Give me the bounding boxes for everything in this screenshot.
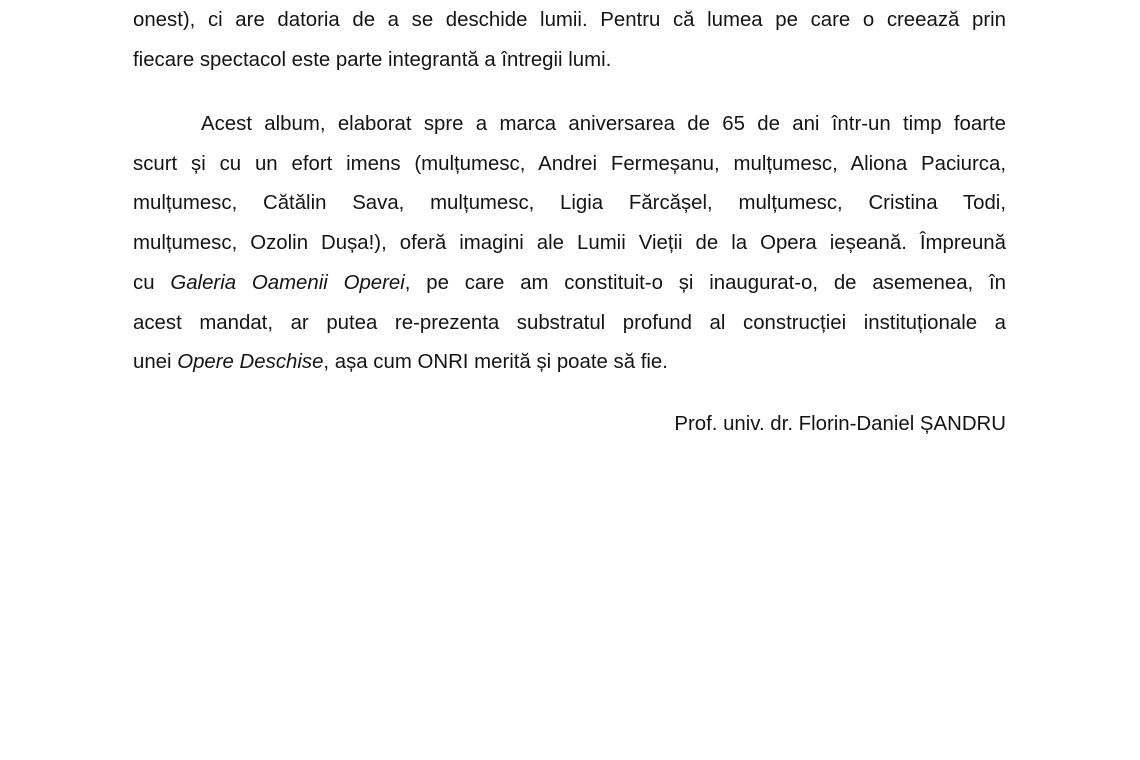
paragraph-2-line-4: mulțumesc, Ozolin Dușa!), oferă imagini ale Lumii Vieții de la Opera ieșeană. Împreună	[133, 232, 1006, 255]
line-5-text-start: cu	[133, 271, 171, 294]
line-5-text-end: , pe care am constituit-o și inaugurat-o, de asemenea, în	[404, 271, 1007, 294]
paragraph-1	[133, 1, 1006, 80]
paragraph-2-line-7	[133, 343, 1006, 383]
author-signature: Prof. univ. dr. Florin-Daniel ȘANDRU	[674, 413, 1006, 435]
line-7-text-start: unei	[133, 351, 178, 374]
line-7-text-end: , așa cum ONRI merită și poate să fie.	[323, 351, 668, 374]
paragraph-2	[133, 105, 1006, 383]
paragraph-2-line-5	[133, 264, 1006, 304]
paragraph-1-line-1: onest), ci are datoria de a se deschide lumii. Pentru că lumea pe care o creează prin	[133, 9, 1006, 31]
open-opera-italic: Opere Deschise	[177, 351, 324, 374]
paragraph-2-line-2: scurt și cu un efort imens (mulțumesc, Andrei Fermeșanu, mulțumesc, Aliona Paciurca,	[133, 152, 1006, 175]
paragraph-2-line-1: Acest album, elaborat spre a marca aniversarea de 65 de ani într-un timp foarte	[201, 113, 1006, 135]
paragraph-2-line-3: mulțumesc, Cătălin Sava, mulțumesc, Ligia Fărcășel, mulțumesc, Cristina Todi,	[133, 192, 1006, 215]
gallery-title-italic: Galeria Oamenii Operei	[170, 271, 405, 294]
paragraph-1-line-2: fiecare spectacol este parte integrantă a întregii lumi.	[133, 48, 612, 71]
paragraph-2-line-6: acest mandat, ar putea re-prezenta substratul profund al construcției instituționale a	[133, 311, 1006, 334]
